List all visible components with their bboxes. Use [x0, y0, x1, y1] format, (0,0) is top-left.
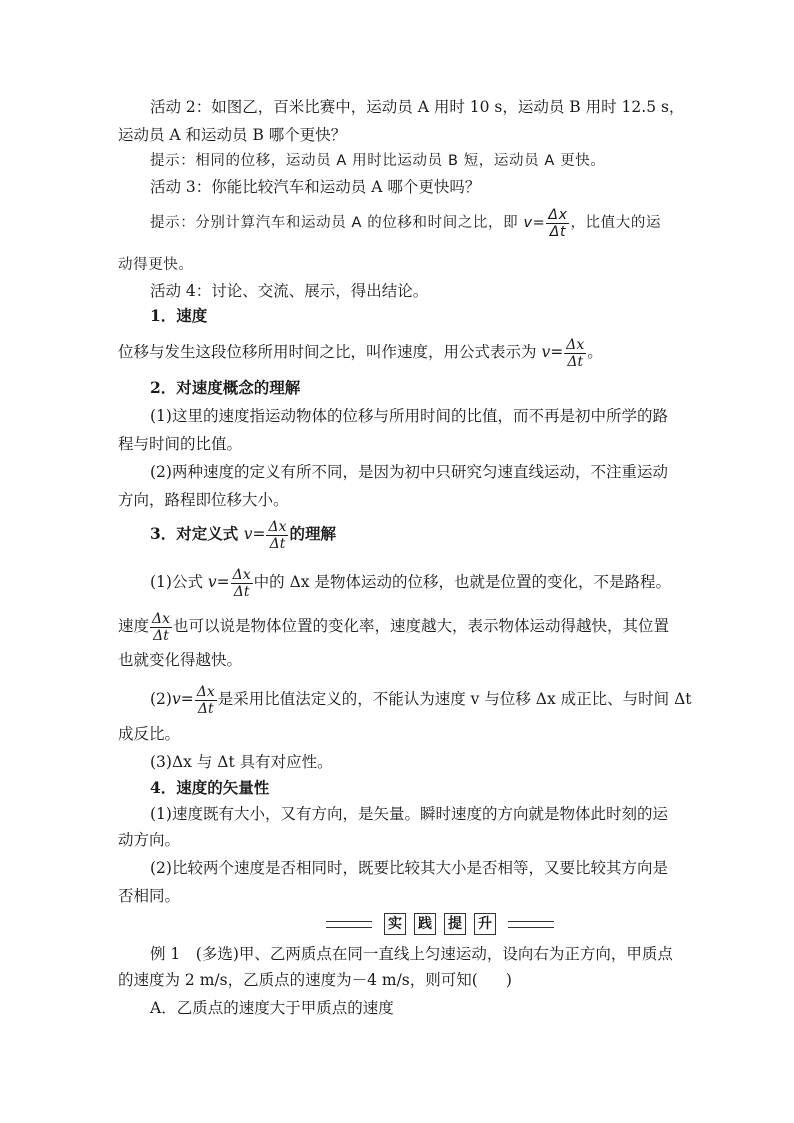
formula-fraction	[231, 567, 253, 600]
example1-line2	[118, 969, 678, 991]
fraction-denominator: Δt	[549, 223, 567, 240]
activity2-line2: 运动员 A 和运动员 B 哪个更快？	[118, 126, 347, 144]
activity3: 活动 3：你能比较汽车和运动员 A 哪个更快吗？	[150, 178, 481, 196]
banner-char-4: 升	[474, 913, 496, 935]
fraction-denominator: Δt	[197, 700, 214, 717]
formula-fraction	[564, 337, 586, 370]
sec3-p1b-prefix: 速度	[118, 617, 150, 635]
sec4-heading: 4．速度的矢量性	[150, 778, 270, 797]
example1-line2-suffix: )	[505, 971, 512, 989]
formula-eq: =	[216, 573, 230, 591]
sec2-p1-line1: (1)这里的速度指运动物体的位移与所用时间的比值，而不再是初中所学的路	[150, 407, 668, 425]
banner-right-rule	[508, 921, 554, 928]
banner-char-1: 实	[384, 913, 406, 935]
sec3-p1	[150, 564, 678, 600]
sec1-body	[118, 334, 678, 370]
formula-eq: =	[252, 525, 266, 543]
sec4-p1-line1: (1)速度既有大小，又有方向，是矢量。瞬时速度的方向就是物体此时刻的运	[150, 805, 668, 823]
fraction-numerator: Δx	[232, 566, 251, 583]
activity4: 活动 4：讨论、交流、展示，得出结论。	[150, 282, 429, 300]
hint3-prefix: 提示：分别计算汽车和运动员 A 的位移和时间之比，即	[150, 215, 524, 231]
fraction-denominator: Δt	[269, 535, 286, 552]
formula-v: v	[171, 690, 181, 708]
sec3-heading-prefix: 3．对定义式	[150, 524, 244, 543]
formula-v: v	[523, 215, 533, 231]
option-a: A．乙质点的速度大于甲质点的速度	[150, 999, 394, 1017]
hint3-suffix: ，比值大的运	[570, 215, 662, 231]
hint2: 提示：相同的位移，运动员 A 用时比运动员 B 短，运动员 A 更快。	[150, 153, 606, 169]
sec4-p1-line2: 动方向。	[118, 831, 181, 849]
sec3-p1b	[118, 608, 678, 644]
sec3-p2b: 成反比。	[118, 725, 181, 743]
sec1-body-prefix: 位移与发生这段位移所用时间之比，叫作速度，用公式表示为	[118, 343, 542, 361]
hint3-line1	[150, 205, 678, 241]
formula-eq: =	[180, 690, 194, 708]
sec2-p1-line2: 程与时间的比值。	[118, 435, 243, 453]
section-banner	[318, 913, 562, 935]
fraction-denominator: Δt	[153, 627, 169, 644]
hint3-line2: 动得更快。	[118, 257, 194, 273]
example1-line1: 例 1 (多选)甲、乙两质点在同一直线上匀速运动，设向右为正方向，甲质点	[150, 945, 673, 963]
fraction-numerator: Δx	[268, 518, 287, 535]
formula-eq: =	[532, 215, 546, 231]
formula-v: v	[541, 343, 551, 361]
sec3-p1-prefix: (1)公式	[150, 573, 208, 591]
sec3-p2-prefix: (2)	[150, 690, 172, 708]
formula-fraction	[266, 519, 288, 552]
sec4-p2-line2: 否相同。	[118, 887, 181, 905]
fraction-denominator: Δt	[233, 583, 250, 600]
sec2-p2-line2: 方向，路程即位移大小。	[118, 491, 289, 509]
sec3-heading	[150, 516, 678, 552]
sec2-heading: 2．对速度概念的理解	[150, 378, 301, 397]
banner-char-2: 践	[414, 913, 436, 935]
sec2-p2-line1: (2)两种速度的定义有所不同，是因为初中只研究匀速直线运动，不注重运动	[150, 463, 668, 481]
fraction-numerator: Δx	[152, 610, 171, 627]
sec3-p2-suffix: 是采用比值法定义的，不能认为速度 v 与位移 Δx 成正比、与时间 Δt	[217, 690, 692, 708]
sec3-p2	[150, 681, 692, 717]
banner-char-3: 提	[444, 913, 466, 935]
sec1-heading: 1．速度	[150, 306, 208, 325]
sec3-p1c: 也就变化得越快。	[118, 651, 243, 669]
sec3-p1b-suffix: 也可以说是物体位置的变化率，速度越大，表示物体运动得越快，其位置	[173, 617, 670, 635]
formula-fraction	[546, 207, 569, 240]
formula-v: v	[207, 573, 217, 591]
formula-v: v	[243, 525, 253, 543]
sec3-p1-suffix: 中的 Δx 是物体运动的位移，也就是位置的变化，不是路程。	[253, 573, 671, 591]
formula-fraction	[195, 684, 217, 717]
fraction-numerator: Δx	[566, 336, 585, 353]
sec3-p3: (3)Δx 与 Δt 具有对应性。	[150, 753, 333, 771]
sec3-heading-suffix: 的理解	[289, 524, 336, 543]
example1-line2-prefix: 的速度为 2 m/s，乙质点的速度为－4 m/s，则可知(	[118, 971, 478, 989]
formula-eq: =	[550, 343, 564, 361]
fraction-denominator: Δt	[567, 353, 584, 370]
sec1-body-suffix: 。	[587, 343, 603, 361]
fraction-numerator: Δx	[548, 206, 568, 223]
sec4-p2-line1: (2)比较两个速度是否相同时，既要比较其大小是否相等，又要比较其方向是	[150, 859, 668, 877]
fraction-numerator: Δx	[196, 683, 215, 700]
activity2-line1: 活动 2：如图乙，百米比赛中，运动员 A 用时 10 s，运动员 B 用时 12.5 s，	[150, 98, 685, 116]
formula-fraction	[150, 611, 172, 644]
banner-left-rule	[326, 921, 372, 928]
